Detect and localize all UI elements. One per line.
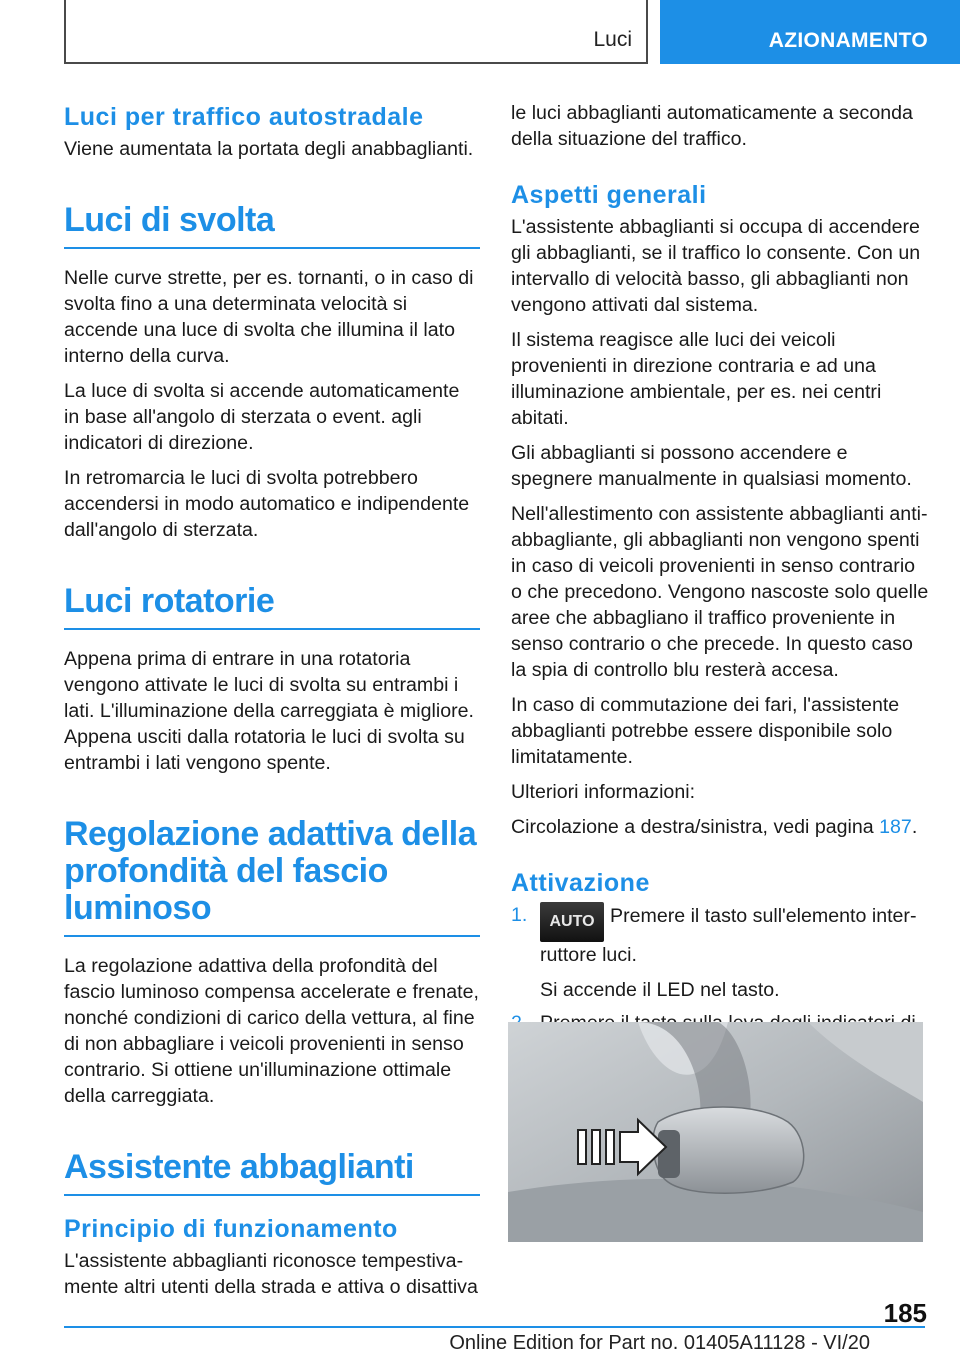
heading-luci-di-svolta: Luci di svolta: [64, 202, 480, 249]
paragraph: Nell'allestimento con assistente abbaglianti antiabbagliante, gli abbaglianti non vengono spenti in caso di veicoli provenienti in senso contrario o che precedono. Vengono nascoste solo quelle aree che abbagliano il traffico proveniente in senso contrario o che precede. In questo caso la spia di controllo blu resterà accesa.: [511, 503, 929, 681]
chapter-title: AZIONAMENTO: [768, 29, 928, 52]
paragraph: Appena prima di entrare in una rotatoria vengono attivate le luci di svolta su entrambi i lati. L'illuminazione della carreggiata è migliore. Appena usciti dalla rotatoria le luci di svolta su entrambi i lati vengono spente.: [64, 648, 474, 774]
header-section-box: [64, 0, 648, 64]
paragraph: L'assistente abbaglianti si occupa di accendere gli abbaglianti, se il traffico lo consente. Con un intervallo di velocità basso, gli abbaglianti non vengono attivati dal sistema.: [511, 216, 921, 316]
paragraph: Il sistema reagisce alle luci dei veicoli provenienti in direzione contraria e ad una illuminazione ambientale, per es. nei centri abitati.: [511, 329, 882, 429]
heading-assistente-abbaglianti: Assistente abbaglianti: [64, 1149, 480, 1196]
paragraph: Viene aumentata la portata degli anabbaglianti.: [64, 138, 474, 160]
heading-luci-traffico-autostradale: Luci per traffico autostradale: [64, 103, 424, 131]
heading-aspetti-generali: Aspetti generali: [511, 181, 707, 209]
paragraph: Ulteriori informazioni:: [511, 781, 696, 803]
chapter-tab: [660, 0, 960, 64]
right-column: [511, 100, 929, 1069]
step-text: Premere il tasto sull'elemento interruttore luci.: [540, 905, 917, 966]
paragraph: La luce di svolta si accende automaticamente in base all'angolo di sterzata o event. agli indicatori di direzione.: [64, 380, 460, 454]
reference-end: .: [911, 816, 918, 838]
heading-regolazione-adattiva: Regolazione adattiva della profondità del fascio luminoso: [64, 816, 480, 937]
step-subtext: Si accende il LED nel tasto.: [540, 979, 780, 1001]
heading-principio-funzionamento: Principio di funzionamento: [64, 1215, 398, 1243]
left-column: [64, 100, 480, 1309]
heading-luci-rotatorie: Luci rotatorie: [64, 583, 480, 630]
paragraph: In retromarcia le luci di svolta potrebbero accendersi in modo automatico e indipendente dall'angolo di sterzata.: [64, 467, 470, 541]
footer-divider: [64, 1326, 925, 1328]
reference-text: Circolazione a destra/sinistra, vedi pagina: [511, 816, 880, 838]
paragraph: In caso di commutazione dei fari, l'assistente abbaglianti potrebbe essere disponibile solo limitatamente.: [511, 694, 900, 768]
step-number: 1.: [511, 904, 528, 926]
auto-button-icon: AUTO: [540, 902, 604, 942]
paragraph: L'assistente abbaglianti riconosce tempestivamente altri utenti della strada e attiva o disattiva: [64, 1250, 478, 1298]
page-link[interactable]: 187: [879, 816, 912, 838]
turn-signal-lever-illustration: [508, 1022, 923, 1242]
paragraph: Nelle curve strette, per es. tornanti, o in caso di svolta fino a una determinata velocità si accende una luce di svolta che illumina il lato interno della curva.: [64, 267, 474, 367]
paragraph: le luci abbaglianti automaticamente a seconda della situazione del traffico.: [511, 102, 913, 150]
page-number: 185: [883, 1298, 927, 1328]
heading-attivazione: Attivazione: [511, 869, 650, 897]
paragraph: La regolazione adattiva della profondità del fascio luminoso compensa accelerate e frenate, nonché condizioni di carico della vettura, al fine di non abbagliare i veicoli provenienti in senso contrario. Si ottiene un'illuminazione ottimale della carreggiata.: [64, 955, 479, 1107]
paragraph-page-reference: [511, 814, 929, 840]
section-title: Luci: [593, 28, 632, 51]
turn-signal-lever-image: [508, 1022, 923, 1242]
paragraph: Gli abbaglianti si possono accendere e spegnere manualmente in qualsiasi momento.: [511, 442, 912, 490]
edition-note: Online Edition for Part no. 01405A11128 - VI/20: [449, 1332, 870, 1354]
step-item: [511, 902, 929, 1003]
